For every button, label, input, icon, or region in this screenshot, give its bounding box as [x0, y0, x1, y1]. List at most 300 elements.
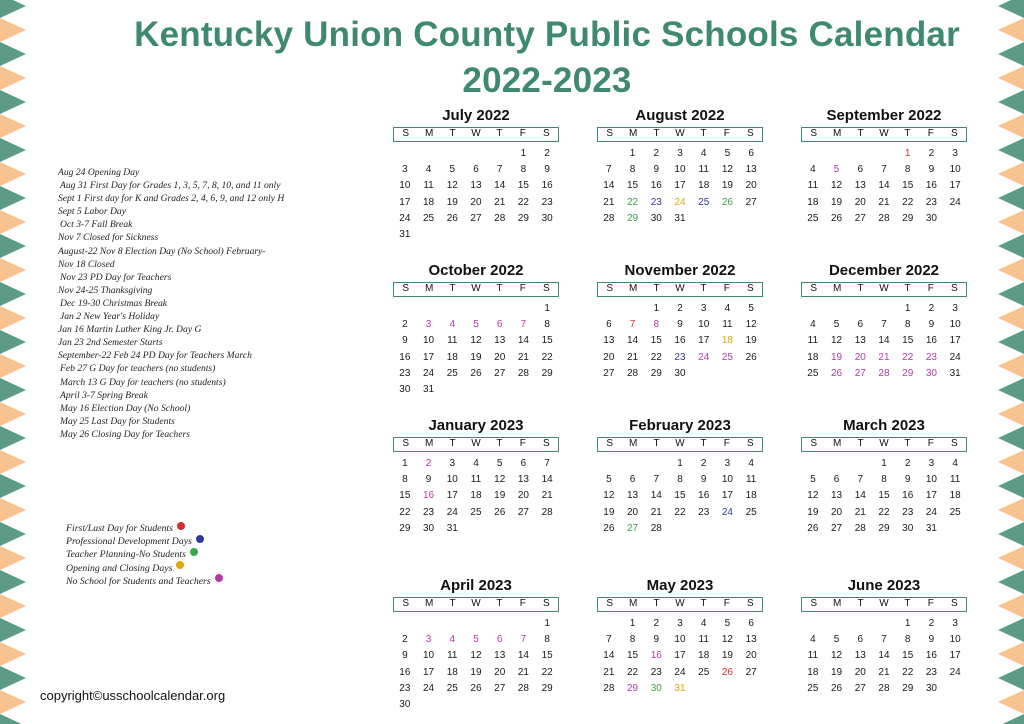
- day-cell: 21: [627, 351, 639, 363]
- day-cell: 11: [807, 180, 819, 192]
- day-cell: 23: [902, 506, 914, 518]
- day-cell: 22: [650, 351, 662, 363]
- day-cell: 10: [674, 634, 686, 646]
- border-triangle: [998, 138, 1024, 162]
- day-cell: 19: [721, 650, 733, 662]
- weekday-header: [597, 127, 763, 142]
- day-cell: 14: [854, 490, 866, 502]
- border-triangle: [0, 282, 26, 306]
- weekday-letter: W: [471, 438, 481, 449]
- day-cell: 6: [748, 618, 754, 629]
- day-cell: 25: [721, 351, 733, 363]
- empty-day-cell: [440, 616, 464, 632]
- day-cell: 1: [629, 148, 636, 159]
- day-cell: 25: [698, 666, 710, 678]
- day-cell: 6: [833, 474, 840, 486]
- empty-day-cell: [464, 616, 488, 632]
- day-cell: 22: [878, 506, 890, 518]
- day-cell: 19: [470, 666, 482, 678]
- empty-day-cell: [488, 146, 512, 162]
- day-cell: 19: [745, 335, 757, 347]
- event-item: Sept 1 First day for K and Grades 2, 4, 6, 9, and 12 only H: [58, 193, 285, 205]
- weekday-letter: T: [653, 438, 660, 449]
- day-cell: 5: [724, 618, 731, 629]
- day-cell: 15: [627, 180, 639, 192]
- weekday-letter: M: [628, 283, 638, 294]
- day-cell: 22: [541, 351, 553, 363]
- day-cell: 24: [949, 196, 961, 208]
- day-cell: 12: [807, 490, 819, 502]
- day-cell: 10: [949, 634, 961, 646]
- day-cell: 5: [449, 164, 456, 176]
- weekday-letter: T: [449, 128, 456, 139]
- weekday-letter: S: [402, 128, 410, 139]
- day-cell: 15: [650, 335, 662, 347]
- day-cell: 8: [881, 474, 887, 486]
- day-cell: 8: [544, 319, 550, 331]
- weekday-letter: T: [700, 598, 707, 609]
- month-calendar: [801, 577, 967, 697]
- day-cell: 11: [698, 634, 709, 646]
- day-cell: 12: [494, 474, 506, 486]
- day-cell: 3: [402, 164, 408, 176]
- empty-day-cell: [417, 616, 441, 632]
- page-title: [92, 12, 1002, 104]
- day-cell: 28: [517, 682, 529, 694]
- day-cell: 30: [650, 212, 662, 224]
- day-cell: 27: [745, 196, 757, 208]
- month-calendar: [801, 417, 967, 537]
- weekday-letter: T: [857, 283, 864, 294]
- days-grid: [597, 146, 763, 227]
- decorative-border-right: [996, 0, 1024, 724]
- event-item: Sept 5 Labor Day: [58, 206, 126, 218]
- weekday-letter: F: [927, 283, 934, 294]
- day-cell: 18: [807, 351, 819, 363]
- day-cell: 29: [902, 367, 914, 379]
- month-name: February 2023: [629, 417, 731, 434]
- day-cell: 10: [674, 164, 686, 176]
- weekday-header: [597, 597, 763, 612]
- day-cell: 12: [721, 634, 733, 646]
- month-name: January 2023: [428, 417, 524, 434]
- weekday-header: [801, 437, 967, 452]
- empty-day-cell: [488, 616, 512, 632]
- border-triangle: [998, 426, 1024, 450]
- month-name: October 2022: [428, 262, 524, 279]
- border-triangle: [998, 714, 1024, 724]
- weekday-letter: S: [810, 283, 818, 294]
- border-triangle: [0, 426, 26, 450]
- border-triangle: [0, 546, 26, 570]
- day-cell: 30: [902, 522, 914, 534]
- legend-label: Teacher Planning-No Students: [66, 549, 186, 561]
- day-cell: 26: [807, 522, 819, 534]
- day-cell: 6: [473, 164, 479, 176]
- weekday-letter: W: [675, 438, 685, 449]
- day-cell: 1: [520, 148, 527, 159]
- day-cell: 1: [629, 618, 636, 629]
- day-cell: 25: [446, 682, 458, 694]
- weekday-letter: F: [927, 438, 934, 449]
- border-triangle: [998, 522, 1024, 546]
- day-cell: 29: [627, 212, 639, 224]
- day-cell: 14: [878, 180, 890, 192]
- event-item: Jan 23 2nd Semester Starts: [58, 337, 163, 349]
- day-cell: 14: [603, 650, 615, 662]
- border-triangle: [0, 402, 26, 426]
- weekday-letter: W: [675, 598, 685, 609]
- day-cell: 28: [878, 212, 890, 224]
- border-triangle: [0, 330, 26, 354]
- day-cell: 24: [446, 506, 458, 518]
- day-cell: 24: [721, 506, 733, 518]
- day-cell: 26: [603, 522, 615, 534]
- border-triangle: [0, 234, 26, 258]
- days-grid: [801, 301, 967, 382]
- weekday-letter: S: [950, 598, 958, 609]
- day-cell: 26: [494, 506, 506, 518]
- day-cell: 4: [700, 148, 707, 159]
- day-cell: 7: [653, 474, 660, 486]
- days-grid: [393, 456, 559, 537]
- border-triangle: [998, 162, 1024, 186]
- event-item: April 3-7 Spring Break: [60, 389, 148, 401]
- month-name: June 2023: [847, 577, 921, 594]
- day-cell: 25: [745, 506, 757, 518]
- day-cell: 23: [925, 196, 937, 208]
- weekday-letter: S: [542, 438, 550, 449]
- day-cell: 10: [446, 474, 458, 486]
- day-cell: 23: [674, 351, 686, 363]
- month-name: November 2022: [624, 262, 736, 279]
- border-triangle: [0, 306, 26, 330]
- day-cell: 5: [496, 458, 503, 469]
- day-cell: 19: [721, 180, 733, 192]
- weekday-letter: S: [810, 598, 818, 609]
- weekday-header: [393, 282, 559, 297]
- empty-day-cell: [848, 616, 872, 632]
- day-cell: 30: [925, 212, 937, 224]
- day-cell: 24: [698, 351, 710, 363]
- day-cell: 2: [425, 458, 432, 469]
- border-triangle: [0, 114, 26, 138]
- day-cell: 25: [949, 506, 961, 518]
- month-calendar: [801, 107, 967, 227]
- weekday-letter: T: [449, 598, 456, 609]
- weekday-letter: W: [471, 283, 481, 294]
- day-cell: 28: [541, 506, 553, 518]
- empty-day-cell: [393, 301, 417, 317]
- day-cell: 26: [721, 666, 733, 678]
- day-cell: 29: [627, 682, 639, 694]
- day-cell: 11: [698, 164, 709, 176]
- month-calendar: [597, 262, 763, 382]
- day-cell: 29: [517, 212, 529, 224]
- day-cell: 28: [603, 682, 615, 694]
- border-triangle: [998, 210, 1024, 234]
- weekday-letter: S: [402, 598, 410, 609]
- day-cell: 29: [541, 367, 553, 379]
- day-cell: 1: [881, 458, 887, 469]
- weekday-letter: S: [606, 438, 614, 449]
- weekday-letter: F: [723, 438, 730, 449]
- day-cell: 1: [677, 458, 683, 469]
- day-cell: 9: [928, 164, 935, 176]
- day-cell: 16: [650, 180, 662, 192]
- weekday-letter: M: [832, 438, 842, 449]
- month-calendar: [597, 107, 763, 227]
- day-cell: 16: [925, 650, 937, 662]
- weekday-letter: S: [402, 283, 410, 294]
- day-cell: 12: [745, 319, 757, 331]
- weekday-letter: S: [950, 128, 958, 139]
- weekday-letter: S: [542, 598, 550, 609]
- weekday-header: [393, 127, 559, 142]
- weekday-letter: S: [606, 128, 614, 139]
- empty-day-cell: [801, 301, 825, 317]
- border-triangle: [998, 402, 1024, 426]
- days-grid: [597, 456, 763, 537]
- day-cell: 26: [831, 367, 843, 379]
- day-cell: 13: [494, 335, 506, 347]
- border-triangle: [998, 258, 1024, 282]
- day-cell: 19: [831, 666, 843, 678]
- border-triangle: [0, 138, 26, 162]
- month-name: March 2023: [843, 417, 925, 434]
- empty-day-cell: [597, 301, 621, 317]
- day-cell: 17: [949, 180, 961, 192]
- day-cell: 16: [399, 666, 411, 678]
- day-cell: 13: [603, 335, 615, 347]
- day-cell: 3: [724, 458, 731, 469]
- weekday-letter: S: [542, 128, 550, 139]
- days-grid: [597, 301, 763, 382]
- weekday-letter: T: [700, 128, 707, 139]
- day-cell: 24: [674, 196, 686, 208]
- border-triangle: [0, 594, 26, 618]
- weekday-letter: S: [746, 438, 754, 449]
- weekday-header: [393, 597, 559, 612]
- day-cell: 3: [449, 458, 456, 469]
- day-cell: 23: [698, 506, 710, 518]
- day-cell: 5: [833, 164, 840, 176]
- day-cell: 25: [807, 212, 819, 224]
- day-cell: 30: [423, 522, 435, 534]
- legend-label: First/Last Day for Students: [66, 523, 173, 534]
- day-cell: 17: [698, 335, 710, 347]
- days-grid: [393, 146, 559, 243]
- day-cell: 10: [925, 474, 937, 486]
- day-cell: 26: [446, 212, 458, 224]
- day-cell: 26: [721, 196, 733, 208]
- day-cell: 30: [399, 698, 411, 710]
- day-cell: 10: [949, 319, 961, 331]
- day-cell: 20: [627, 506, 639, 518]
- empty-day-cell: [825, 616, 849, 632]
- day-cell: 27: [627, 522, 639, 534]
- day-cell: 30: [399, 383, 411, 395]
- day-cell: 20: [854, 196, 866, 208]
- day-cell: 13: [517, 474, 529, 486]
- border-triangle: [998, 114, 1024, 138]
- day-cell: 28: [517, 367, 529, 379]
- day-cell: 31: [399, 228, 411, 240]
- day-cell: 6: [496, 319, 503, 331]
- weekday-letter: T: [653, 598, 660, 609]
- weekday-letter: F: [519, 128, 526, 139]
- day-cell: 10: [399, 180, 411, 192]
- day-cell: 8: [629, 164, 636, 176]
- day-cell: 18: [470, 490, 482, 502]
- month-name: July 2022: [442, 107, 510, 124]
- day-cell: 27: [494, 682, 506, 694]
- weekday-letter: S: [542, 283, 550, 294]
- day-cell: 7: [881, 634, 887, 646]
- border-triangle: [0, 162, 26, 186]
- empty-day-cell: [848, 301, 872, 317]
- day-cell: 1: [904, 618, 911, 629]
- weekday-letter: F: [927, 128, 934, 139]
- empty-day-cell: [417, 301, 441, 317]
- day-cell: 6: [496, 634, 503, 646]
- weekday-letter: T: [496, 283, 503, 294]
- day-cell: 30: [674, 367, 686, 379]
- weekday-letter: S: [810, 128, 818, 139]
- day-cell: 7: [520, 634, 527, 646]
- day-cell: 5: [473, 319, 479, 331]
- day-cell: 2: [544, 148, 550, 159]
- days-grid: [393, 616, 559, 713]
- day-cell: 16: [399, 351, 411, 363]
- day-cell: 27: [603, 367, 615, 379]
- day-cell: 15: [399, 490, 411, 502]
- month-calendar: [393, 577, 559, 713]
- day-cell: 2: [928, 618, 935, 629]
- day-cell: 7: [520, 319, 527, 331]
- day-cell: 7: [606, 634, 612, 646]
- day-cell: 10: [949, 164, 961, 176]
- day-cell: 9: [928, 634, 935, 646]
- day-cell: 29: [541, 682, 553, 694]
- border-triangle: [998, 306, 1024, 330]
- weekday-header: [801, 597, 967, 612]
- weekday-letter: F: [723, 128, 730, 139]
- day-cell: 2: [677, 303, 683, 314]
- day-cell: 17: [925, 490, 937, 502]
- day-cell: 22: [902, 351, 914, 363]
- border-triangle: [0, 522, 26, 546]
- day-cell: 11: [807, 335, 819, 347]
- day-cell: 23: [399, 682, 411, 694]
- weekday-letter: M: [832, 128, 842, 139]
- events-list: [58, 166, 358, 441]
- day-cell: 5: [606, 474, 612, 486]
- day-cell: 16: [541, 180, 553, 192]
- day-cell: 23: [650, 666, 662, 678]
- month-calendar: [393, 107, 559, 243]
- border-triangle: [0, 0, 26, 18]
- day-cell: 20: [831, 506, 843, 518]
- day-cell: 27: [854, 367, 866, 379]
- legend-label: Professional Development Days: [66, 536, 192, 548]
- border-triangle: [998, 642, 1024, 666]
- day-cell: 20: [517, 490, 529, 502]
- day-cell: 28: [854, 522, 866, 534]
- day-cell: 8: [677, 474, 683, 486]
- day-cell: 21: [878, 351, 890, 363]
- border-triangle: [0, 570, 26, 594]
- day-cell: 19: [603, 506, 615, 518]
- days-grid: [801, 616, 967, 697]
- day-cell: 7: [881, 319, 887, 331]
- day-cell: 27: [517, 506, 529, 518]
- day-cell: 15: [627, 650, 639, 662]
- day-cell: 24: [925, 506, 937, 518]
- day-cell: 12: [831, 335, 843, 347]
- weekday-letter: M: [424, 598, 434, 609]
- day-cell: 2: [928, 148, 935, 159]
- day-cell: 23: [541, 196, 553, 208]
- weekday-header: [393, 437, 559, 452]
- day-cell: 9: [677, 319, 683, 331]
- weekday-letter: F: [927, 598, 934, 609]
- event-item: Jan 16 Martin Luther King Jr. Day G: [58, 324, 202, 336]
- day-cell: 19: [494, 490, 506, 502]
- border-triangle: [0, 642, 26, 666]
- day-cell: 3: [952, 303, 958, 314]
- weekday-letter: W: [879, 283, 889, 294]
- day-cell: 3: [425, 634, 432, 646]
- event-item: March 13 G Day for teachers (no students): [60, 376, 226, 388]
- day-cell: 19: [831, 351, 843, 363]
- day-cell: 4: [700, 618, 707, 629]
- legend-item: [66, 522, 296, 535]
- event-item: August-22 Nov 8 Election Day (No School) February-: [58, 245, 266, 257]
- empty-day-cell: [872, 616, 896, 632]
- day-cell: 3: [928, 458, 935, 469]
- day-cell: 11: [807, 650, 819, 662]
- day-cell: 21: [878, 666, 890, 678]
- day-cell: 6: [857, 319, 864, 331]
- legend-dot-icon: [177, 522, 185, 530]
- title-line-1: Kentucky Union County Public Schools Calendar: [134, 15, 960, 54]
- day-cell: 25: [807, 682, 819, 694]
- day-cell: 15: [902, 335, 914, 347]
- border-triangle: [998, 186, 1024, 210]
- day-cell: 2: [402, 634, 408, 646]
- day-cell: 7: [857, 474, 864, 486]
- day-cell: 4: [425, 164, 432, 176]
- event-item: Nov 18 Closed: [58, 258, 115, 270]
- day-cell: 1: [904, 148, 911, 159]
- day-cell: 17: [674, 650, 686, 662]
- day-cell: 13: [854, 335, 866, 347]
- weekday-letter: S: [810, 438, 818, 449]
- day-cell: 5: [833, 319, 840, 331]
- day-cell: 13: [745, 164, 757, 176]
- day-cell: 30: [650, 682, 662, 694]
- day-cell: 23: [399, 367, 411, 379]
- weekday-letter: F: [723, 598, 730, 609]
- weekday-letter: W: [879, 128, 889, 139]
- weekday-header: [801, 127, 967, 142]
- day-cell: 25: [698, 196, 710, 208]
- day-cell: 2: [653, 618, 660, 629]
- day-cell: 8: [520, 164, 527, 176]
- day-cell: 31: [674, 682, 686, 694]
- weekday-letter: W: [471, 128, 481, 139]
